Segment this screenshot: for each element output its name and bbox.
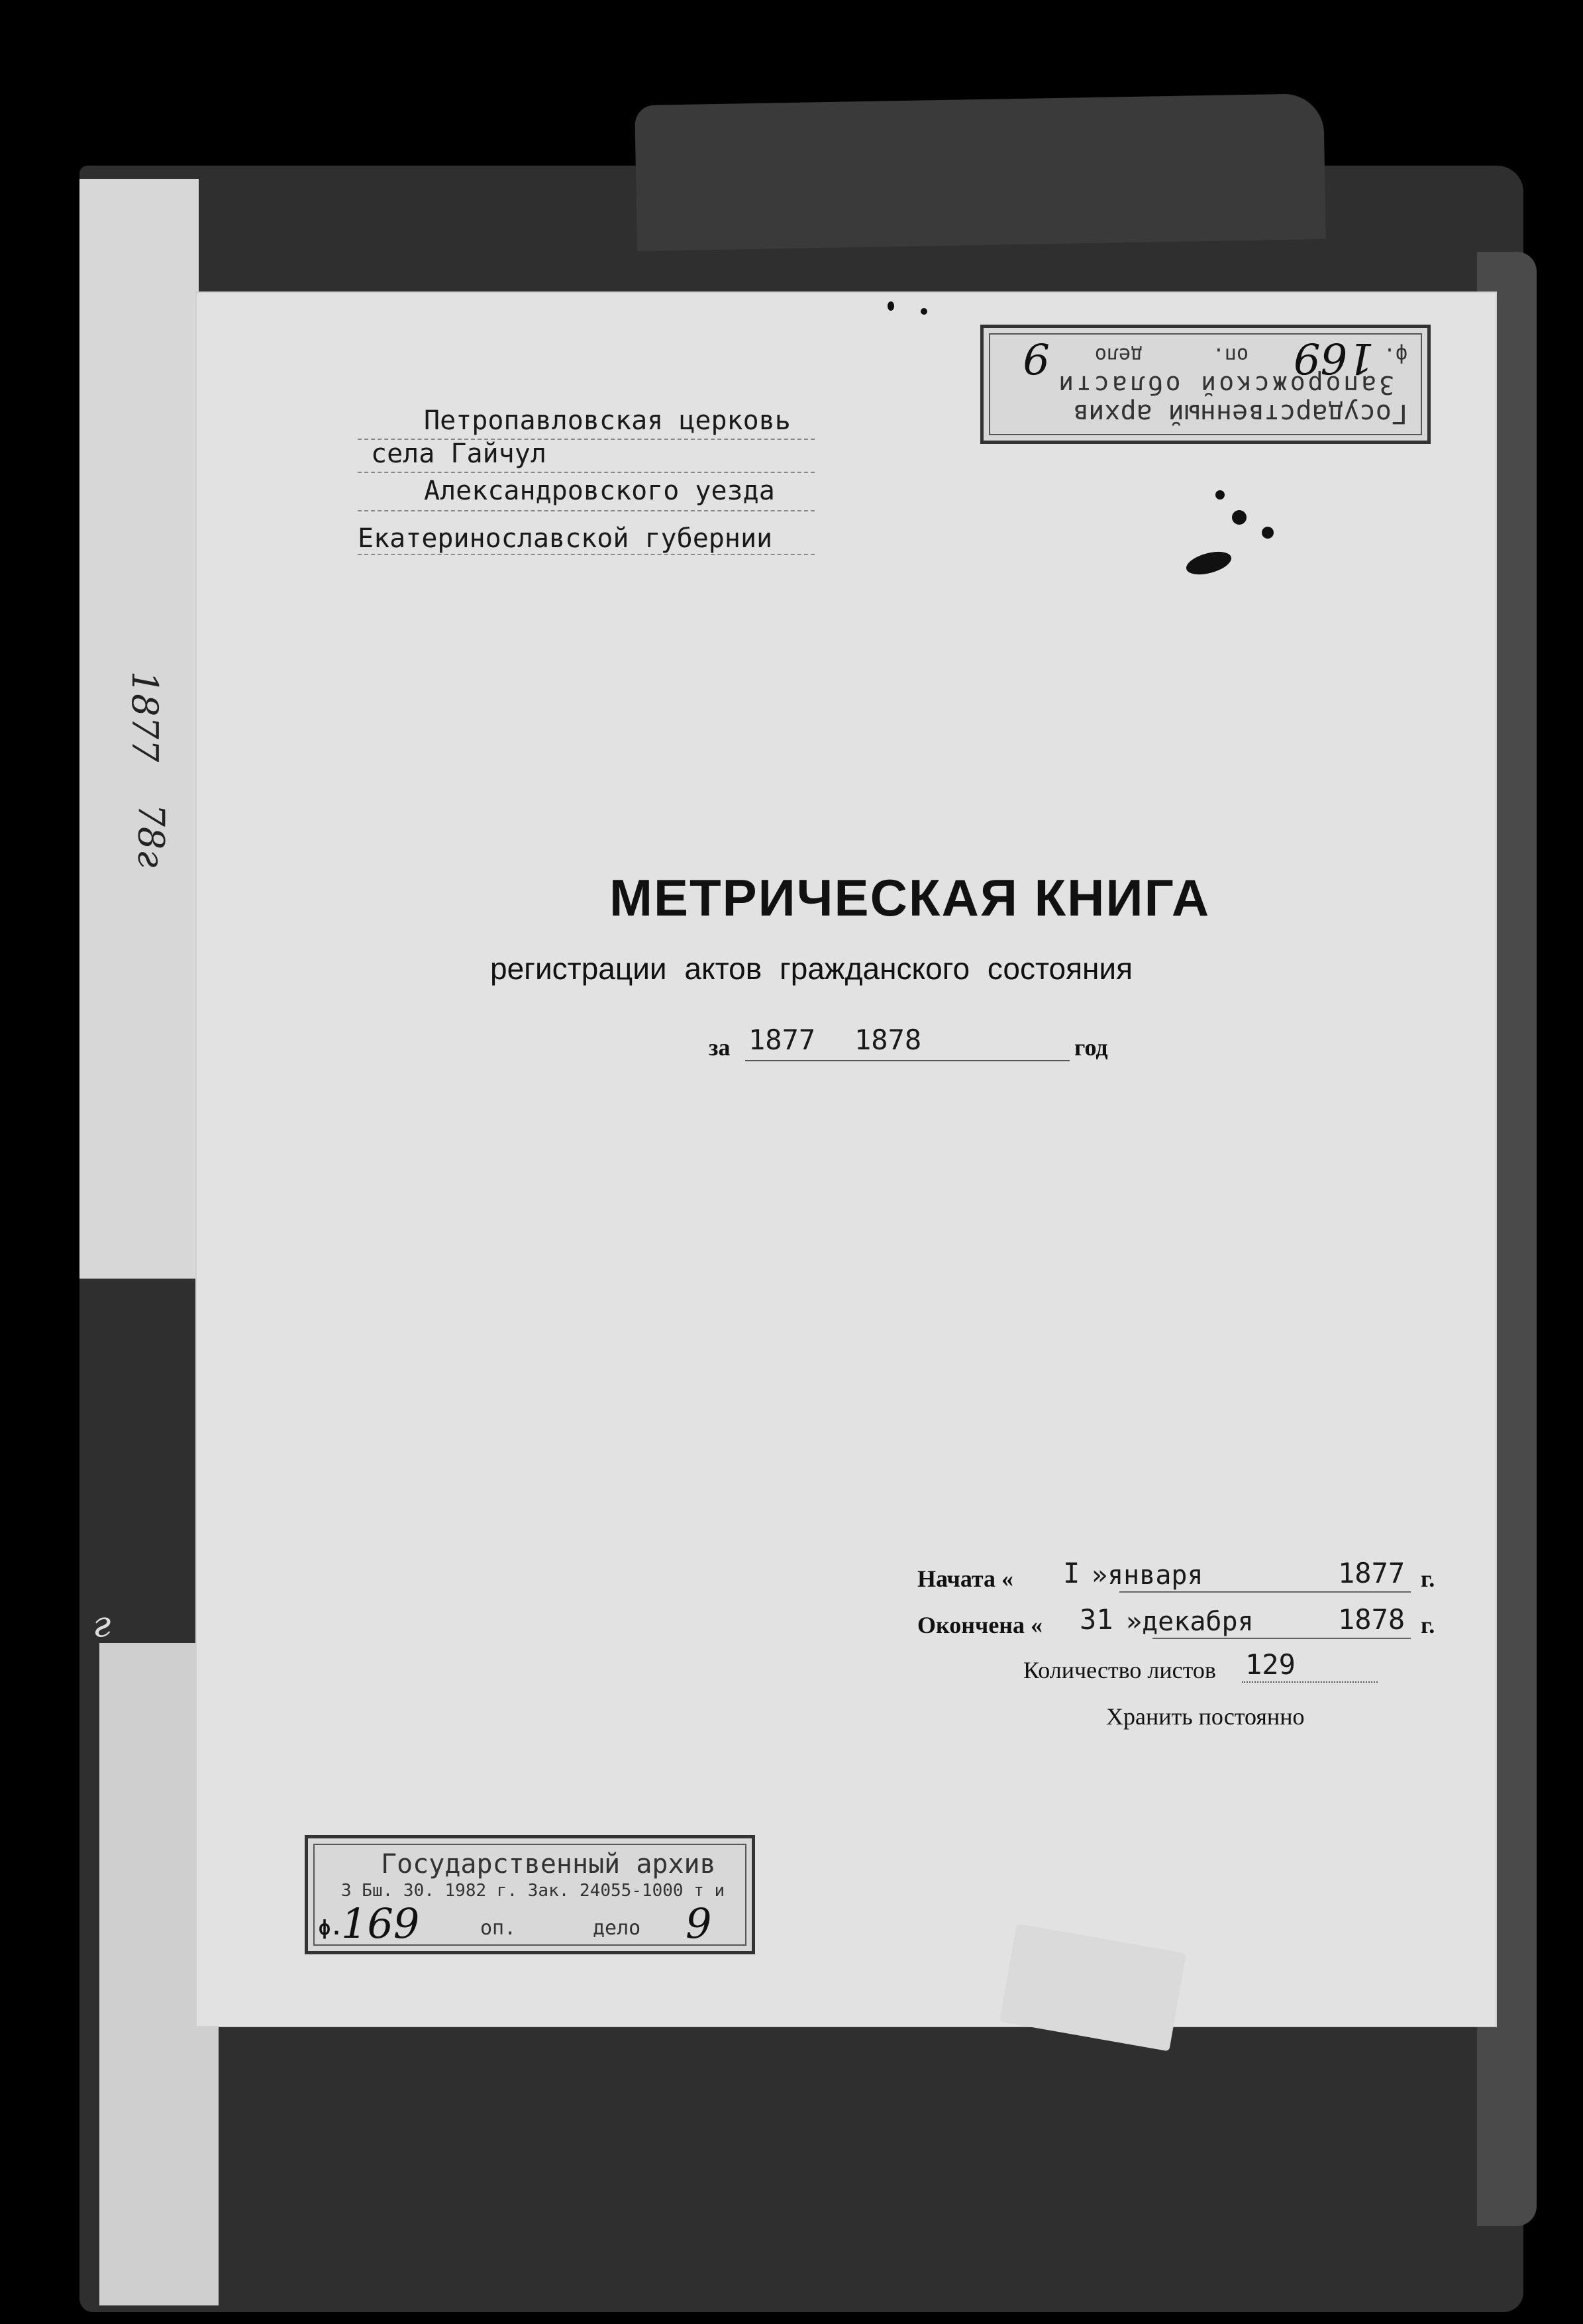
stamp-archive-name: Государственный архив [1072,398,1407,429]
ink-blot [1215,490,1225,500]
church-name: Петропавловская церковь [424,405,791,436]
stamp-fond-number: 169 [1293,333,1374,382]
district-name: Александровского уезда [424,476,775,506]
stamp-opis-label: оп. [480,1917,517,1940]
started-underline [1119,1591,1411,1593]
stamp-delo-number: 9 [1023,333,1050,382]
started-year: 1877 [1338,1557,1405,1589]
archive-stamp-top [980,325,1431,444]
document-title: МЕТРИЧЕСКАЯ КНИГА [609,869,1211,927]
year-suffix: год [1074,1034,1108,1061]
archive-stamp-bottom [305,1835,755,1954]
sheets-label: Количество листов [1023,1657,1216,1683]
ended-year-suffix: г. [1421,1612,1435,1638]
stamp-archive-region: Запорожской области [1056,370,1394,399]
ended-year: 1878 [1338,1603,1405,1636]
started-label: Начата « [917,1565,1014,1592]
retention-note: Хранить постоянно [1106,1703,1305,1730]
spine-mark-year: 1877 [124,670,166,763]
spine-upper [79,179,199,1279]
province-name: Екатеринославской губернии [358,523,773,554]
stamp-fond-number: 169 [341,1899,420,1948]
stamp-delo-label: дело [1094,343,1143,366]
ended-underline [1152,1638,1411,1639]
stamp-archive-name: Государственный архив [381,1849,716,1879]
sheets-count: 129 [1245,1648,1296,1681]
header-underline [358,554,815,555]
ended-label: Окончена « [917,1612,1043,1638]
stamp-fond-label: ф. [319,1917,343,1940]
ink-blot [888,301,894,311]
ink-blot [1232,510,1247,525]
stamp-opis-label: оп. [1212,343,1249,366]
stamp-delo-number: 9 [686,1899,712,1948]
year-from: 1877 [748,1024,816,1056]
ended-month: »декабря [1126,1607,1254,1637]
ink-blot [921,308,927,315]
village-name: села Гайчул [371,439,546,469]
spine-mark-lower: г [93,1603,111,1645]
ended-day: 31 [1080,1603,1113,1636]
folder-top-edge [635,93,1326,251]
sheets-underline [1242,1681,1378,1683]
year-prefix: за [709,1034,731,1061]
started-year-suffix: г. [1421,1565,1435,1592]
header-underline [358,510,815,511]
started-day: I [1063,1557,1080,1589]
header-underline [358,472,815,473]
year-to: 1878 [854,1024,922,1056]
stamp-fond-label: ф. [1383,343,1407,366]
ink-blot [1262,527,1274,539]
stamp-delo-label: дело [593,1917,641,1940]
spine-mark-year-2: 78г [130,804,172,868]
document-subtitle: регистрации актов гражданского состояния [490,951,1133,986]
year-underline [745,1060,1070,1061]
stamp-print-info: З Бш. 30. 1982 г. Зак. 24055-1000 т и [341,1881,725,1901]
started-month: »января [1092,1560,1203,1591]
